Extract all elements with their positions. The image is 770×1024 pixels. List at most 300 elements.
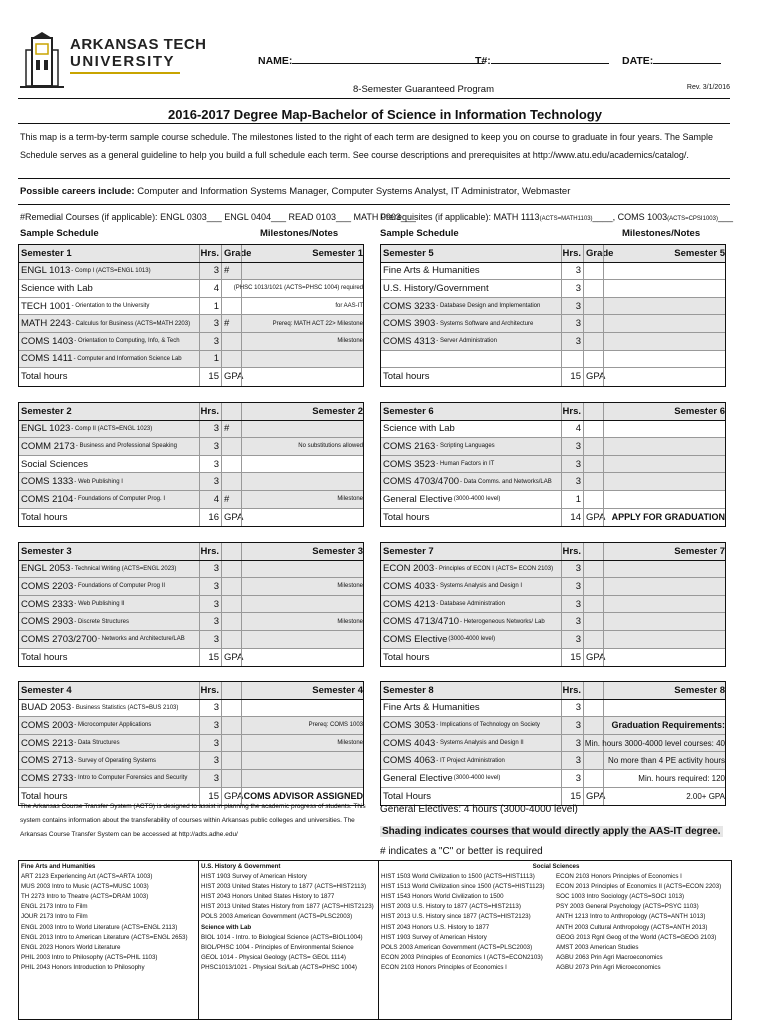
grade-header [221,543,241,560]
course-grade[interactable] [221,578,241,595]
hours-header: Hrs. [561,543,583,560]
course-cell [21,649,199,667]
course-note [603,649,727,667]
general-electives-note: General Electives: 4 hours (3000-4000 level) [380,804,578,815]
course-row [19,263,363,281]
course-code: COMS 2003 [21,719,74,731]
gen-ed-course: ECON 2103 Honors Principles of Economics I [381,963,507,971]
course-code: TECH 1001 [21,300,71,312]
course-grade[interactable] [583,298,603,315]
course-grade[interactable]: GPA [583,509,603,527]
course-row [19,700,363,718]
course-hours: 3 [561,333,583,350]
course-cell [21,578,199,595]
course-note [603,561,727,578]
course-hours: 15 [561,368,583,386]
course-row [381,473,725,491]
course-note [241,263,365,280]
course-grade[interactable]: GPA [221,509,241,527]
acts-note: The Arkansas Course Transfer System (ACTS) is designed to assist in planning the academic progress of students. This system contains information about the transferability of courses within Arkansas public colleges and universities. The Arkansas Course Transfer System can be accessed at http://adts.adhe.edu/ [20,803,366,838]
course-grade[interactable] [221,735,241,752]
course-note [603,613,727,630]
course-grade[interactable]: GPA [221,368,241,386]
course-hours: 3 [561,263,583,280]
course-cell [21,631,199,648]
course-note [603,368,727,386]
gen-ed-course: HIST 1503 World Civilization to 1500 (ACTS=HIST1113) [381,873,535,881]
course-grade[interactable] [221,613,241,630]
hours-header: Hrs. [199,543,221,560]
course-cell [383,333,561,350]
grade-header [583,403,603,420]
course-cell [21,351,199,368]
hours-header: Hrs. [199,403,221,420]
course-grade[interactable] [221,700,241,717]
course-cell [383,649,561,667]
gen-ed-course: POLS 2003 American Government (ACTS=PLSC2003) [381,943,533,951]
science-title: Science with Lab [201,923,252,931]
course-cell [21,491,199,508]
course-hours: 3 [561,561,583,578]
course-grade[interactable] [221,561,241,578]
course-hours: 3 [561,717,583,734]
course-grade[interactable] [583,456,603,473]
course-code: Total hours [21,511,68,523]
fine-arts-list [21,872,196,973]
semester-8-table [380,681,726,806]
course-cell [383,561,561,578]
notes-header: Semester 6 [603,403,727,420]
course-note [241,473,365,490]
course-note [241,631,365,648]
course-note: Prereq: MATH ACT 22> Milestone [241,315,365,332]
tnum-field[interactable] [475,54,609,67]
course-description: - Comp II (ACTS=ENGL 1023) [71,425,153,432]
course-grade[interactable]: # [221,315,241,332]
course-code: ENGL 2053 [21,563,71,575]
course-grade[interactable] [583,578,603,595]
course-grade[interactable] [583,770,603,787]
course-row [381,298,725,316]
gen-ed-course: HIST 2043 Honors United States History to 1877 [201,893,335,901]
course-grade[interactable] [221,596,241,613]
gen-ed-course: JOUR 2173 Intro to Film [21,913,88,921]
course-description: - Computer and Information Science Lab [73,355,182,362]
course-description: - Technical Writing (ACTS=ENGL 2023) [71,565,177,572]
grade-header: Grade [221,245,241,262]
course-note: Milestone [241,578,365,595]
course-note: Min. hours required: 120 [603,770,727,787]
course-grade[interactable]: GPA [583,649,603,667]
course-hours: 3 [199,735,221,752]
gen-ed-course: HIST 2003 United States History to 1877 (ACTS=HIST2113) [201,883,367,891]
page-title: 2016-2017 Degree Map-Bachelor of Science in Information Technology [168,107,602,122]
semester-5-table [380,244,726,387]
course-row [19,456,363,474]
course-cell [21,509,199,527]
course-code: COMS 1333 [21,476,74,488]
course-code: Fine Arts & Humanities [383,702,480,714]
course-row [381,368,725,386]
tnum-label: T#: [475,55,491,67]
course-code: COMS 2203 [21,580,74,592]
course-cell [21,700,199,717]
course-row [381,788,725,806]
course-description: - Systems Analysis and Design II [436,740,524,747]
revision-date: Rev. 3/1/2016 [686,84,730,91]
course-code: ENGL 1013 [21,265,71,277]
course-code: COMS 1403 [21,335,74,347]
course-note [241,351,365,368]
course-code: BUAD 2053 [21,702,72,714]
course-note [603,631,727,648]
course-hours: 14 [561,509,583,527]
gen-ed-course: HIST 1903 Survey of American History [381,933,487,941]
course-row [381,631,725,649]
course-hours: 3 [199,263,221,280]
course-description: - Web Publishing II [74,601,125,608]
name-field[interactable] [258,54,484,67]
semester-title: Semester 3 [21,545,72,557]
course-hours: 3 [199,561,221,578]
semester-title: Semester 4 [21,684,72,696]
name-label: NAME: [258,55,293,67]
social-sciences-left [381,872,556,973]
course-code: Total hours [383,651,430,663]
course-note [603,578,727,595]
date-field[interactable] [622,54,721,67]
semester-4-table [18,681,364,806]
course-cell [21,263,199,280]
course-description: - Discrete Structures [74,618,129,625]
semester-title: Semester 7 [383,545,434,557]
course-hours: 3 [561,298,583,315]
course-cell [383,735,561,752]
intro-text: This map is a term-by-term sample course schedule. The milestones listed to the right of each term are designed to keep you on course to graduate in four years. The Sample Schedule serves as a general guideline to help you build a full schedule each term. See course descriptions and prerequisites at http://www.atu.edu/academics/catalog/. [20,132,714,160]
course-description: - Business and Professional Speaking [75,443,177,450]
course-grade[interactable] [583,613,603,630]
course-row [19,438,363,456]
course-cell [21,333,199,350]
course-description: - Orientation to the University [71,303,150,310]
course-code: Total hours [21,371,68,383]
course-grade[interactable] [221,333,241,350]
course-description: - Networks and Architecture/LAB [98,636,185,643]
gen-ed-course: AMST 2003 American Studies [556,943,639,951]
course-grade[interactable] [583,263,603,280]
course-grade[interactable] [221,351,241,368]
prereq-text-2: ____, COMS 1003 [592,212,668,222]
course-row [381,752,725,770]
course-description: (3000-4000 level) [453,496,501,503]
course-cell [383,351,561,368]
course-cell [21,613,199,630]
course-row [381,770,725,788]
course-note [603,298,727,315]
course-row [19,509,363,527]
semester-header-row [19,403,363,421]
course-row [19,561,363,579]
course-code: COMS 4043 [383,737,436,749]
course-grade[interactable] [583,596,603,613]
course-row [381,509,725,527]
notes-header: Semester 1 [241,245,365,262]
prerequisites [380,212,733,222]
course-hours: 3 [199,473,221,490]
science-list [201,933,376,973]
course-code: COMS 2903 [21,616,74,628]
course-code: COMS 2163 [383,440,436,452]
gen-ed-course: ECON 2013 Principles of Economics II (ACTS=ECON 2203) [556,883,722,891]
course-description: - Foundations of Computer Prog II [74,583,165,590]
course-grade[interactable] [221,456,241,473]
course-hours: 15 [199,649,221,667]
course-cell [383,770,561,787]
course-description: - Microcomputer Applications [74,722,152,729]
course-grade[interactable] [583,473,603,490]
course-description: - Orientation to Computing, Info, & Tech [74,338,180,345]
course-cell [21,770,199,787]
course-grade[interactable] [583,438,603,455]
course-grade[interactable] [221,752,241,769]
course-grade[interactable] [583,351,603,368]
course-grade[interactable]: GPA [583,368,603,386]
semester-header-row [381,245,725,263]
course-row [19,421,363,439]
grade-header [221,682,241,699]
semester-3-table [18,542,364,667]
us-history-title: U.S. History & Government [201,863,281,870]
course-grade[interactable]: GPA [583,788,603,806]
us-history-list [201,872,376,922]
course-description: - Implications of Technology on Society [436,722,540,729]
date-line[interactable] [653,54,721,64]
course-note [241,561,365,578]
gen-ed-course: PSY 2003 General Psychology (ACTS=PSYC 1103) [556,903,699,911]
course-grade[interactable] [221,717,241,734]
course-cell [383,368,561,386]
course-grade[interactable] [583,333,603,350]
course-grade[interactable] [583,700,603,717]
course-note [241,770,365,787]
course-grade[interactable] [583,491,603,508]
logo-underline [70,72,180,74]
course-hours: 4 [561,421,583,438]
course-note: (PHSC 1013/1021 (ACTS=PHSC 1004) required [241,280,365,297]
gen-ed-course: HIST 2003 U.S. History to 1877 (ACTS=HIST2113) [381,903,521,911]
header-divider [18,98,730,99]
course-row [381,351,725,369]
notes-header: Semester 5 [603,245,727,262]
course-description: - Systems Analysis and Design I [436,583,522,590]
course-code: COMS 4033 [383,580,436,592]
course-grade[interactable] [583,631,603,648]
c-or-better-note: # indicates a "C" or better is required [380,846,543,857]
course-grade[interactable]: # [221,421,241,438]
social-sciences-title: Social Sciences [532,863,580,870]
course-description: - Data Comms. and Networks/LAB [460,478,552,485]
semester-2-table [18,402,364,527]
course-cell [383,491,561,508]
course-row [381,333,725,351]
hours-header: Hrs. [199,245,221,262]
semester-header-row [381,543,725,561]
course-hours: 3 [561,280,583,297]
tnum-line[interactable] [491,54,609,64]
university-name-line2: UNIVERSITY [70,53,176,70]
course-row [381,561,725,579]
course-hours: 3 [199,631,221,648]
gen-ed-course: ENGL 2013 Intro to American Literature (ACTS=ENGL 2653) [21,933,188,941]
course-cell [21,421,199,438]
course-grade[interactable]: GPA [221,788,241,806]
gen-ed-course: ECON 2003 Principles of Economics I (ACTS=ECON2103) [381,953,543,961]
semester-1-table [18,244,364,387]
course-description: - Data Structures [74,740,120,747]
course-note [603,280,727,297]
gen-ed-course: HIST 1903 Survey of American History [201,873,307,881]
course-hours: 3 [561,752,583,769]
course-grade[interactable]: # [221,263,241,280]
course-grade[interactable] [221,438,241,455]
semester-title: Semester 8 [383,684,434,696]
course-hours: 4 [199,491,221,508]
course-cell [383,788,561,806]
course-grade[interactable] [583,421,603,438]
course-note [241,421,365,438]
course-grade[interactable] [583,315,603,332]
course-cell [21,596,199,613]
course-hours: 3 [199,596,221,613]
course-code: COMS 4703/4700 [383,476,460,488]
course-cell [21,298,199,315]
gen-ed-course: ANTH 1213 Intro to Anthropology (ACTS=ANTH 1013) [556,913,706,921]
course-row [381,315,725,333]
course-code: U.S. History/Government [383,282,489,294]
course-grade[interactable] [221,473,241,490]
course-grade[interactable] [221,631,241,648]
gen-ed-course: ART 2123 Experiencing Art (ACTS=ARTA 1003) [21,873,153,881]
course-cell [21,473,199,490]
gen-ed-course: POLS 2003 American Government (ACTS=PLSC2003) [201,913,353,921]
course-cell [383,298,561,315]
course-grade[interactable] [583,752,603,769]
course-description: - Heterogeneous Networks/ Lab [460,618,545,625]
gen-ed-course: HIST 2013 U.S. History since 1877 (ACTS=HIST2123) [381,913,531,921]
course-cell [21,735,199,752]
course-row [19,631,363,649]
course-grade[interactable] [583,561,603,578]
gen-ed-course: HIST 2043 Honors U.S. History to 1877 [381,923,490,931]
gen-ed-course: AGBU 2063 Prin Agri Macroeconomics [556,953,663,961]
course-row [19,333,363,351]
course-hours: 3 [561,596,583,613]
gen-ed-course: PHIL 2003 Intro to Philosophy (ACTS=PHIL 1103) [21,953,158,961]
course-code: General Elective [383,772,453,784]
gen-ed-course: GEOG 2013 Rgnl Geog of the World (ACTS=GEOG 2103) [556,933,717,941]
gen-ed-course: HIST 1513 World Civilization since 1500 (ACTS=HIST1123) [381,883,545,891]
notes-header: Semester 8 [603,682,727,699]
course-note: 2.00+ GPA [603,788,727,806]
gen-ed-course: ENGL 2003 Intro to World Literature (ACTS=ENGL 2113) [21,923,178,931]
course-row [381,578,725,596]
course-hours: 3 [199,700,221,717]
gen-ed-table [18,860,732,1020]
hours-header: Hrs. [561,682,583,699]
course-hours: 3 [561,456,583,473]
course-grade[interactable] [583,717,603,734]
course-row [19,280,363,298]
course-code: COMS 2703/2700 [21,633,98,645]
careers-label: Possible careers include: [20,186,135,197]
course-code: Total hours [21,790,68,802]
course-note: Milestone [241,333,365,350]
gen-ed-course: MUS 2003 Intro to Music (ACTS=MUSC 1003) [21,883,149,891]
course-hours: 4 [199,280,221,297]
course-note: Prereq: COMS 1003 [241,717,365,734]
course-note [603,491,727,508]
course-note [241,368,365,386]
course-row [381,596,725,614]
course-hours: 3 [199,578,221,595]
prereq-acts-2: (ACTS=CPSI1003) [667,216,718,222]
course-grade[interactable]: # [221,491,241,508]
course-hours: 3 [561,438,583,455]
course-code: COMS 4713/4710 [383,616,460,628]
course-cell [383,315,561,332]
careers-text: Computer and Information Systems Manager, Computer Systems Analyst, IT Administrator, Webmaster [134,186,571,197]
course-cell [383,421,561,438]
course-cell [383,578,561,595]
name-line[interactable] [292,54,484,64]
course-note [603,596,727,613]
course-note [603,315,727,332]
course-note: COMS ADVISOR ASSIGNED [241,788,365,806]
course-note [603,700,727,717]
course-code: COMS 4063 [383,755,436,767]
gen-ed-course: SOC 1003 Intro Sociology (ACTS=SOCI 1013) [556,893,685,901]
course-code: COMS 2213 [21,737,74,749]
gen-ed-course: BIOL 1014 - Intro. to Biological Science (ACTS=BIOL1004) [201,933,363,941]
hours-header: Hrs. [199,682,221,699]
course-note [603,473,727,490]
course-row [19,351,363,369]
course-grade[interactable] [583,280,603,297]
course-description: - Business Statistics (ACTS=BUS 2103) [72,704,179,711]
university-logo [18,30,208,92]
gen-ed-course: GEOL 1014 - Physical Geology (ACTS= GEOL 1114) [201,953,346,961]
course-hours: 1 [561,491,583,508]
date-label: DATE: [622,55,654,67]
course-grade[interactable] [221,770,241,787]
course-grade[interactable] [221,298,241,315]
course-grade[interactable]: GPA [221,649,241,667]
gen-ed-course: ECON 2103 Honors Principles of Economics I [556,873,682,881]
course-hours: 3 [199,315,221,332]
gen-ed-course: TH 2273 Intro to Theatre (ACTS=DRAM 1003) [21,893,149,901]
course-description: - Foundations of Computer Prog. I [74,496,165,503]
course-code: Total Hours [383,790,432,802]
course-row [19,770,363,788]
course-cell [383,473,561,490]
course-hours: 3 [561,735,583,752]
grade-header: Grade [583,245,603,262]
semester-header-row [19,543,363,561]
course-description: - Calculus for Business (ACTS=MATH 2203) [71,320,191,327]
course-note: Milestone [241,735,365,752]
course-row [19,752,363,770]
subtitle: 8-Semester Guaranteed Program [353,84,494,95]
